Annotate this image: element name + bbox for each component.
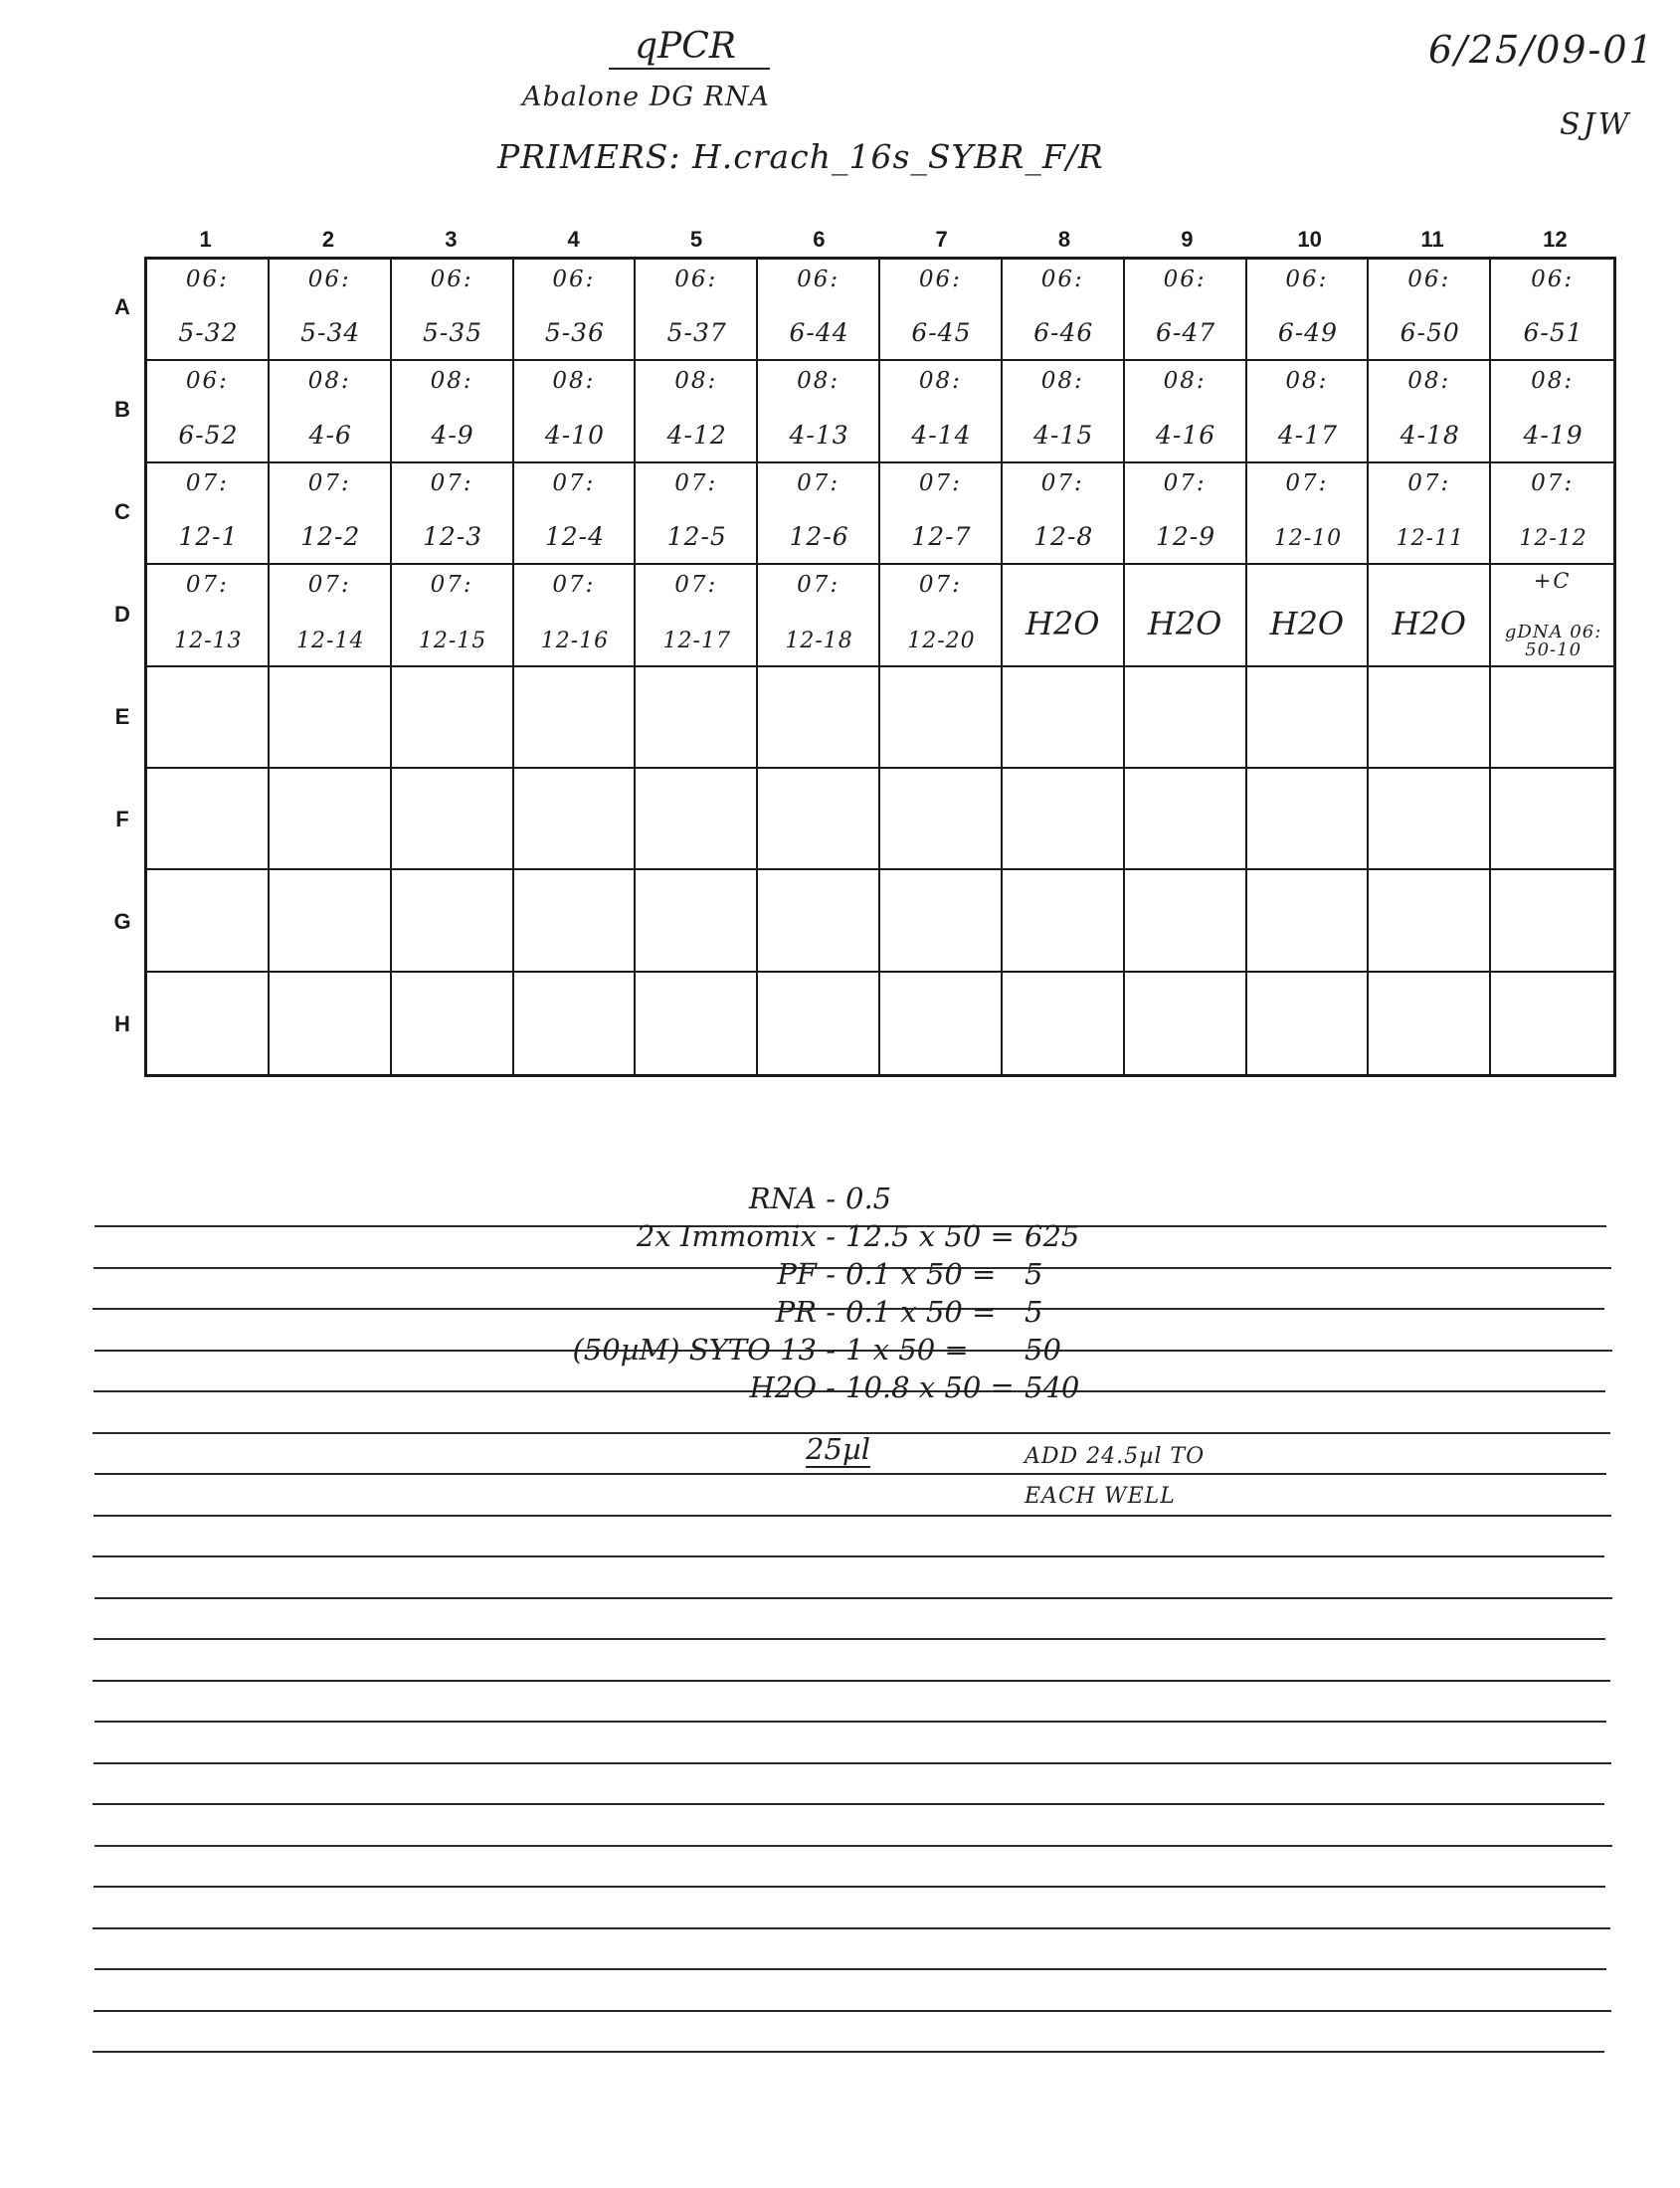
- well-D8: [1003, 565, 1125, 666]
- well-sample-id: 5-34: [300, 318, 361, 348]
- initials-label: SJW: [1560, 107, 1632, 142]
- well-B5: [636, 361, 758, 462]
- well-sample-id: 5-32: [178, 318, 239, 348]
- well-C5: [636, 463, 758, 565]
- plate-map-grid: [144, 257, 1616, 1077]
- well-F2: [270, 769, 392, 870]
- ruled-line: [94, 1473, 1606, 1475]
- well-E7: [880, 667, 1003, 769]
- row-header-B: B: [114, 396, 130, 422]
- well-E1: [147, 667, 270, 769]
- well-A7: [880, 260, 1003, 361]
- well-B10: [1247, 361, 1370, 462]
- well-site-code: 08:: [674, 368, 718, 395]
- well-H7: [880, 973, 1003, 1074]
- reagent-volume: 0.5: [845, 1182, 892, 1215]
- well-D11: [1369, 565, 1491, 666]
- well-site-code: 07:: [552, 572, 596, 599]
- primers-label: PRIMERS: H.crach_16s_SYBR_F/R: [497, 137, 1104, 176]
- well-site-code: 06:: [1285, 267, 1329, 292]
- well-E8: [1003, 667, 1125, 769]
- well-H1: [147, 973, 270, 1074]
- well-G2: [270, 870, 392, 972]
- well-site-code: 06:: [918, 267, 962, 292]
- well-B6: [758, 361, 880, 462]
- column-header-6: 6: [813, 227, 826, 252]
- well-site-code: 07:: [1531, 469, 1575, 496]
- well-D5: [636, 565, 758, 666]
- well-A12: [1491, 260, 1613, 361]
- well-site-code: 08:: [552, 368, 596, 395]
- well-F12: [1491, 769, 1613, 870]
- well-site-code: 06:: [430, 267, 473, 292]
- reagent-volume: 10.8 x 50 =: [845, 1370, 1015, 1404]
- well-site-code: 07:: [674, 469, 718, 496]
- reagent-name: H2O -: [749, 1370, 836, 1404]
- well-A2: [270, 260, 392, 361]
- reagent-name: 2x Immomix -: [636, 1219, 836, 1253]
- well-site-code: 06:: [185, 368, 229, 395]
- well-sample-id: 6-46: [1033, 318, 1094, 348]
- ruled-line: [93, 1762, 1611, 1764]
- ruled-line: [93, 2010, 1611, 2012]
- well-C9: [1125, 463, 1247, 565]
- well-sample-id: H2O: [1392, 605, 1466, 643]
- reagent-name: (50µM) SYTO 13 -: [572, 1333, 836, 1367]
- well-A5: [636, 260, 758, 361]
- well-G5: [636, 870, 758, 972]
- well-sample-id: 12-5: [666, 522, 727, 552]
- well-sample-id: 6-45: [911, 318, 972, 348]
- well-C2: [270, 463, 392, 565]
- well-sample-id: 12-8: [1033, 522, 1094, 552]
- ruled-line: [93, 1680, 1610, 1682]
- title-underline: [609, 68, 770, 70]
- ruled-line: [93, 1886, 1605, 1888]
- reagent-volume: 12.5 x 50 =: [845, 1219, 1015, 1253]
- column-header-4: 4: [567, 227, 580, 252]
- well-D1: [147, 565, 270, 666]
- well-B8: [1003, 361, 1125, 462]
- column-header-5: 5: [689, 227, 703, 252]
- well-H9: [1125, 973, 1247, 1074]
- well-sample-id: 12-20: [907, 628, 976, 653]
- well-G8: [1003, 870, 1125, 972]
- well-F8: [1003, 769, 1125, 870]
- well-F6: [758, 769, 880, 870]
- ruled-line: [94, 1845, 1612, 1847]
- well-D3: [392, 565, 514, 666]
- well-site-code: 06:: [1163, 267, 1207, 292]
- well-B11: [1369, 361, 1491, 462]
- reagent-name: PF -: [777, 1257, 836, 1291]
- recipe-note-line-2: EACH WELL: [1025, 1484, 1176, 1509]
- well-E11: [1369, 667, 1491, 769]
- recipe-line: [487, 1333, 1303, 1370]
- well-sample-id: 12-14: [296, 628, 365, 653]
- column-header-2: 2: [321, 227, 335, 252]
- well-site-code: 08:: [1285, 368, 1329, 395]
- well-H2: [270, 973, 392, 1074]
- well-B1: [147, 361, 270, 462]
- well-site-code: 06:: [797, 267, 840, 292]
- well-site-code: 07:: [1285, 469, 1329, 496]
- well-H11: [1369, 973, 1491, 1074]
- well-F5: [636, 769, 758, 870]
- well-sample-id: 12-18: [785, 628, 853, 653]
- reagent-volume: 0.1 x 50 =: [845, 1295, 997, 1329]
- well-H3: [392, 973, 514, 1074]
- ruled-line: [93, 1803, 1604, 1805]
- column-header-3: 3: [445, 227, 458, 252]
- reagent-volume: 1 x 50 =: [845, 1333, 969, 1367]
- well-sample-id: 4-10: [544, 420, 605, 450]
- ruled-line: [94, 1721, 1606, 1723]
- well-A11: [1369, 260, 1491, 361]
- well-sample-id: 4-14: [911, 420, 972, 450]
- well-C3: [392, 463, 514, 565]
- well-site-code: +C: [1533, 569, 1572, 594]
- well-G7: [880, 870, 1003, 972]
- well-sample-id: 12-2: [300, 522, 361, 552]
- well-A3: [392, 260, 514, 361]
- well-site-code: 08:: [918, 368, 962, 395]
- well-H10: [1247, 973, 1370, 1074]
- date-label: 6/25/09-01: [1428, 28, 1655, 72]
- row-header-H: H: [114, 1011, 130, 1037]
- well-site-code: 06:: [1531, 267, 1575, 292]
- well-C8: [1003, 463, 1125, 565]
- reagent-total: 5: [1025, 1295, 1043, 1329]
- well-E5: [636, 667, 758, 769]
- well-D7: [880, 565, 1003, 666]
- row-header-G: G: [113, 909, 131, 935]
- well-sample-id: 5-37: [666, 318, 727, 348]
- well-D4: [514, 565, 637, 666]
- well-A6: [758, 260, 880, 361]
- well-B9: [1125, 361, 1247, 462]
- well-A10: [1247, 260, 1370, 361]
- well-site-code: 07:: [1040, 469, 1084, 496]
- well-C11: [1369, 463, 1491, 565]
- well-sample-id: 12-9: [1155, 522, 1216, 552]
- recipe-note: [1025, 1437, 1205, 1517]
- well-site-code: 07:: [918, 469, 962, 496]
- reagent-total: 50: [1025, 1333, 1061, 1367]
- well-sample-id: 12-13: [174, 628, 243, 653]
- well-D12: [1491, 565, 1613, 666]
- well-G1: [147, 870, 270, 972]
- ruled-line: [93, 1927, 1610, 1929]
- ruled-line: [93, 2051, 1604, 2053]
- column-header-9: 9: [1181, 227, 1194, 252]
- well-E4: [514, 667, 637, 769]
- well-H12: [1491, 973, 1613, 1074]
- well-site-code: 06:: [552, 267, 596, 292]
- well-sample-id: 12-17: [662, 628, 731, 653]
- well-H8: [1003, 973, 1125, 1074]
- row-header-A: A: [114, 293, 130, 319]
- well-D9: [1125, 565, 1247, 666]
- well-sample-id: 12-15: [418, 628, 487, 653]
- column-header-7: 7: [935, 227, 948, 252]
- well-sample-id: 12-11: [1396, 526, 1464, 552]
- well-D10: [1247, 565, 1370, 666]
- well-site-code: 06:: [1040, 267, 1084, 292]
- well-site-code: 08:: [1531, 368, 1575, 395]
- well-sample-id: 4-15: [1033, 420, 1094, 450]
- well-site-code: 07:: [797, 469, 840, 496]
- well-sample-id: 12-7: [911, 522, 972, 552]
- well-B4: [514, 361, 637, 462]
- well-H4: [514, 973, 637, 1074]
- well-site-code: 07:: [918, 572, 962, 599]
- recipe-line: [487, 1370, 1303, 1408]
- well-site-code: 07:: [552, 469, 596, 496]
- reagent-total: 625: [1025, 1219, 1080, 1253]
- ruled-line: [94, 1597, 1612, 1599]
- column-header-10: 10: [1297, 227, 1322, 252]
- well-F1: [147, 769, 270, 870]
- well-site-code: 06:: [674, 267, 718, 292]
- ruled-line: [93, 1555, 1604, 1557]
- well-F10: [1247, 769, 1370, 870]
- well-sample-id: 4-17: [1277, 420, 1338, 450]
- well-sample-id: 5-36: [544, 318, 605, 348]
- well-F9: [1125, 769, 1247, 870]
- well-H6: [758, 973, 880, 1074]
- well-sample-id: H2O: [1269, 605, 1345, 643]
- well-B3: [392, 361, 514, 462]
- well-sample-id: 4-12: [666, 420, 727, 450]
- well-E3: [392, 667, 514, 769]
- well-G9: [1125, 870, 1247, 972]
- well-site-code: 07:: [430, 469, 473, 496]
- well-F11: [1369, 769, 1491, 870]
- row-header-F: F: [115, 807, 129, 832]
- column-header-1: 1: [199, 227, 212, 252]
- well-A4: [514, 260, 637, 361]
- well-G11: [1369, 870, 1491, 972]
- well-A1: [147, 260, 270, 361]
- master-mix-recipe: [487, 1182, 1303, 1408]
- well-site-code: 08:: [430, 368, 473, 395]
- well-site-code: 06:: [307, 267, 351, 292]
- well-G3: [392, 870, 514, 972]
- well-site-code: 07:: [185, 469, 229, 496]
- well-sample-id: 4-9: [431, 420, 474, 450]
- well-C4: [514, 463, 637, 565]
- well-E6: [758, 667, 880, 769]
- well-A9: [1125, 260, 1247, 361]
- recipe-line: [487, 1295, 1303, 1333]
- reagent-total: 5: [1025, 1257, 1043, 1291]
- well-sample-id: 12-6: [789, 522, 849, 552]
- well-sample-id: 12-12: [1519, 526, 1587, 552]
- well-sample-id: 6-50: [1400, 318, 1460, 348]
- well-C10: [1247, 463, 1370, 565]
- well-D2: [270, 565, 392, 666]
- well-sample-id: 4-6: [308, 420, 352, 450]
- ruled-line: [93, 1515, 1611, 1517]
- well-F7: [880, 769, 1003, 870]
- well-site-code: 06:: [185, 267, 229, 292]
- well-sample-id: gDNA 06: 50-10: [1504, 621, 1602, 660]
- well-sample-id: 4-18: [1400, 420, 1460, 450]
- well-site-code: 08:: [797, 368, 840, 395]
- ruled-line: [93, 1638, 1605, 1640]
- reagent-name: PR -: [775, 1295, 836, 1329]
- sample-label: Abalone DG RNA: [522, 82, 770, 112]
- well-A8: [1003, 260, 1125, 361]
- well-G6: [758, 870, 880, 972]
- well-site-code: 07:: [430, 572, 473, 599]
- page-title: qPCR: [635, 26, 736, 67]
- well-E2: [270, 667, 392, 769]
- well-sample-id: 5-35: [422, 318, 483, 348]
- well-site-code: 08:: [1163, 368, 1207, 395]
- well-sample-id: 6-49: [1277, 318, 1338, 348]
- well-H5: [636, 973, 758, 1074]
- well-site-code: 08:: [307, 368, 351, 395]
- well-B2: [270, 361, 392, 462]
- row-header-C: C: [114, 498, 130, 524]
- well-G4: [514, 870, 637, 972]
- column-header-11: 11: [1420, 227, 1444, 252]
- well-G12: [1491, 870, 1613, 972]
- well-E9: [1125, 667, 1247, 769]
- recipe-line: [487, 1182, 1303, 1219]
- well-sample-id: 4-13: [789, 420, 849, 450]
- well-B7: [880, 361, 1003, 462]
- well-C1: [147, 463, 270, 565]
- well-F4: [514, 769, 637, 870]
- well-sample-id: 6-51: [1523, 318, 1584, 348]
- row-header-D: D: [114, 601, 130, 627]
- reagent-name: RNA -: [748, 1182, 836, 1215]
- well-site-code: 07:: [185, 572, 229, 599]
- well-site-code: 07:: [797, 572, 840, 599]
- well-site-code: 07:: [674, 572, 718, 599]
- well-E12: [1491, 667, 1613, 769]
- well-sample-id: 12-1: [178, 522, 239, 552]
- well-sample-id: 4-16: [1155, 420, 1216, 450]
- well-B12: [1491, 361, 1613, 462]
- reagent-total: 540: [1025, 1370, 1080, 1404]
- well-sample-id: H2O: [1147, 605, 1222, 643]
- well-site-code: 07:: [307, 572, 351, 599]
- recipe-note-line-1: ADD 24.5µl TO: [1025, 1444, 1206, 1469]
- well-C7: [880, 463, 1003, 565]
- well-site-code: 08:: [1407, 368, 1451, 395]
- well-sample-id: 6-44: [789, 318, 849, 348]
- well-sample-id: 12-3: [422, 522, 483, 552]
- well-C12: [1491, 463, 1613, 565]
- well-G10: [1247, 870, 1370, 972]
- well-site-code: 07:: [307, 469, 351, 496]
- column-header-8: 8: [1057, 227, 1071, 252]
- column-header-12: 12: [1543, 227, 1568, 252]
- well-site-code: 08:: [1040, 368, 1084, 395]
- reagent-volume: 0.1 x 50 =: [845, 1257, 997, 1291]
- well-sample-id: 12-10: [1273, 526, 1343, 552]
- recipe-line: [487, 1257, 1303, 1295]
- recipe-total: 25µl: [806, 1432, 871, 1466]
- well-sample-id: 6-47: [1155, 318, 1216, 348]
- well-E10: [1247, 667, 1370, 769]
- well-sample-id: 4-19: [1523, 420, 1584, 450]
- well-site-code: 06:: [1407, 267, 1451, 292]
- well-site-code: 07:: [1407, 469, 1451, 496]
- well-sample-id: H2O: [1025, 605, 1100, 643]
- well-D6: [758, 565, 880, 666]
- well-sample-id: 12-4: [544, 522, 605, 552]
- recipe-line: [487, 1219, 1303, 1257]
- ruled-line: [94, 1968, 1606, 1970]
- well-site-code: 07:: [1163, 469, 1207, 496]
- row-header-E: E: [114, 704, 130, 730]
- well-sample-id: 6-52: [178, 420, 239, 450]
- well-F3: [392, 769, 514, 870]
- well-sample-id: 12-16: [540, 628, 610, 653]
- well-C6: [758, 463, 880, 565]
